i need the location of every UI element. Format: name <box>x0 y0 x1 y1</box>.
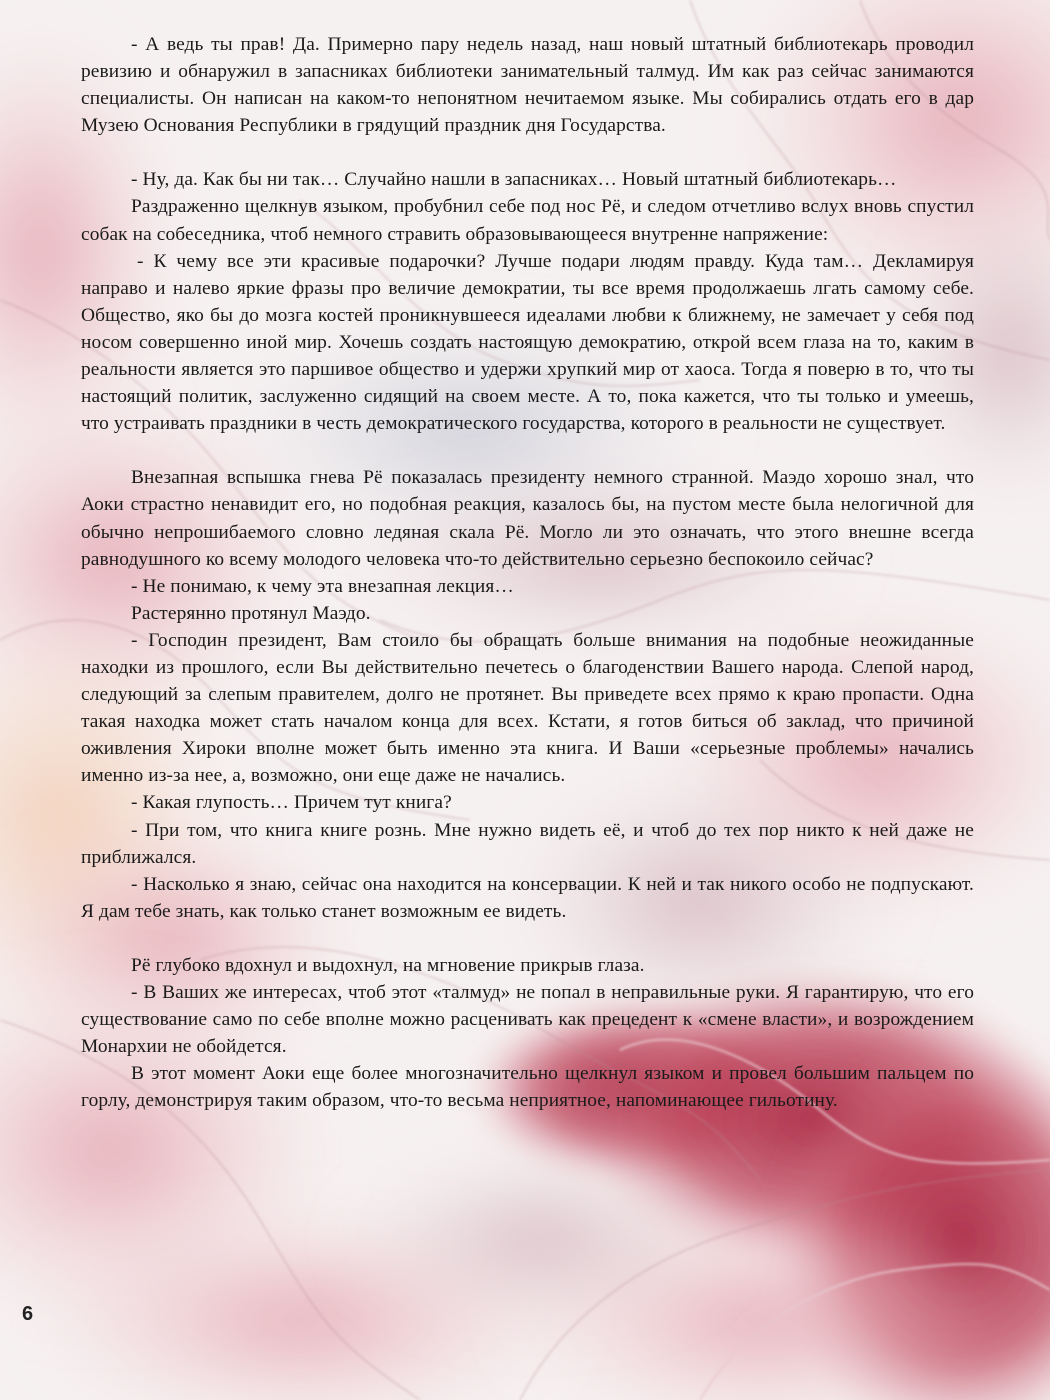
paragraph-11: - Насколько я знаю, сейчас она находится на консервации. К ней и так никого особо не подпускают. Я дам тебе знать, как только станет возможным ее видеть. <box>81 873 974 922</box>
paragraph-4: - К чему все эти красивые подарочки? Лучше подари людям правду. Куда там… Декламируя направо и налево яркие фразы про величие демократии, ты все время продолжаешь лгать самому себе. Общество, яко бы до мозга костей проникнувшееся идеалами любви к ближнему, не замечает у себя под носом совершенно иной мир. Хочешь создать настоящую демократию, открой всем глаза на то, каким в реальности является это паршивое общество и удержи хрупкий мир от хаоса. Тогда я поверю в то, что ты настоящий политик, заслуженно сидящий на своем месте. А то, пока кажется, что ты только и умеешь, что устраивать праздники в честь демократического государства, которого в реальности не существует. <box>81 250 974 435</box>
paragraph-13: - В Ваших же интересах, чтоб этот «талмуд» не попал в неправильные руки. Я гарантирую, что его существование само по себе вполне можно расценивать как прецедент к «смене власти», и возрождением Монархии не обойдется. <box>81 982 974 1058</box>
paragraph-1: - А ведь ты прав! Да. Примерно пару недель назад, наш новый штатный библиотекарь проводил ревизию и обнаружил в запасниках библиотеки занимательный талмуд. Им как раз сейчас занимаются специалисты. Он написан на каком-то непонятном нечитаемом языке. Мы собирались отдать его в дар Музею Основания Республики в грядущий праздник дня Государства. <box>81 34 974 137</box>
paragraph-2: - Ну, да. Как бы ни так… Случайно нашли в запасниках… Новый штатный библиотекарь… <box>131 169 897 191</box>
paragraph-7: Растерянно протянул Маэдо. <box>131 602 371 624</box>
paragraph-3: Раздраженно щелкнув языком, пробубнил себе под нос Рё, и следом отчетливо вслух вновь спустил собак на собеседника, чтоб немного стравить образовывающееся внутренне напряжение: <box>81 196 974 245</box>
paragraph-5: Внезапная вспышка гнева Рё показалась президенту немного странной. Маэдо хорошо знал, что Аоки страстно ненавидит его, но подобная реакция, казалось бы, на пустом месте была нелогичной для обычно непрошибаемого словно ледяная скала Рё. Могло ли это означать, что этого внешне всегда равнодушного ко всему молодого человека что-то действительно серьезно беспокоило сейчас? <box>81 467 974 570</box>
page-body <box>81 31 974 1114</box>
paragraph-gap <box>81 437 974 464</box>
paragraph-12: Рё глубоко вдохнул и выдохнул, на мгновение прикрыв глаза. <box>131 954 645 976</box>
paragraph-6: - Не понимаю, к чему эта внезапная лекция… <box>131 575 514 597</box>
paragraph-10: - При том, что книга книге рознь. Мне нужно видеть её, и чтоб до тех пор никто к ней даже не приближался. <box>81 819 974 868</box>
paragraph-gap <box>81 139 974 166</box>
paragraph-9: - Какая глупость… Причем тут книга? <box>131 792 452 814</box>
paragraph-8: - Господин президент, Вам стоило бы обращать больше внимания на подобные неожиданные находки из прошлого, если Вы действительно печетесь о благоденствии Вашего народа. Слепой народ, следующий за слепым правителем, долго не протянет. Вы приведете всех прямо к краю пропасти. Одна такая находка может стать началом конца для всех. Кстати, я готов биться об заклад, что причиной оживления Хироки вполне может быть именно эта книга. И Ваши «серьезные проблемы» начались именно из-за нее, а, возможно, они еще даже не начались. <box>81 629 974 787</box>
page-number: 6 <box>22 1303 34 1325</box>
paragraph-gap <box>81 925 974 952</box>
paragraph-14: В этот момент Аоки еще более многозначительно щелкнул языком и провел большим пальцем по горлу, демонстрируя таким образом, что-то весьма неприятное, напоминающее гильотину. <box>81 1063 974 1112</box>
